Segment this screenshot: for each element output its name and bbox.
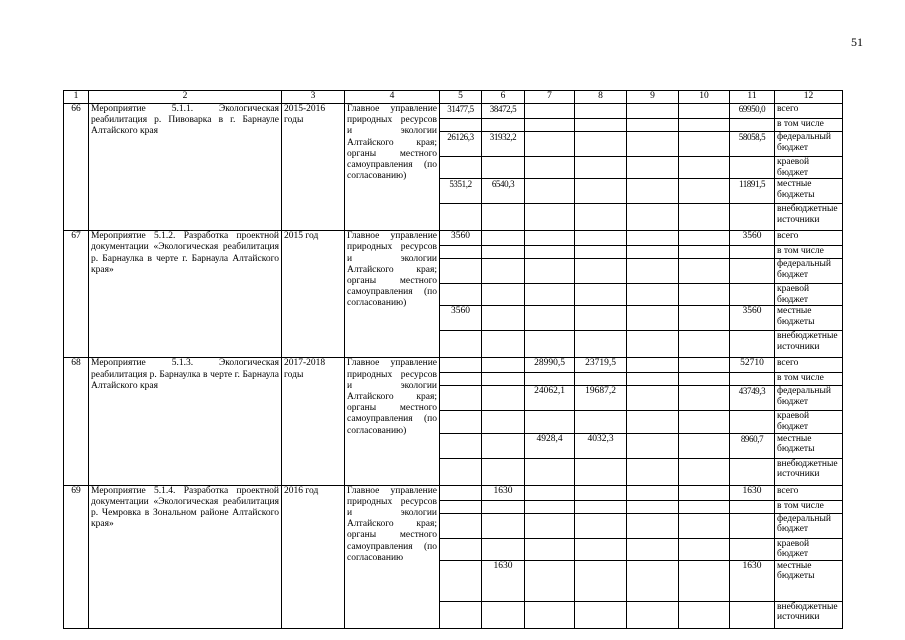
amount-cell [575, 411, 627, 433]
amount-cell [627, 284, 679, 306]
amount-cell [525, 411, 575, 433]
measure-name: Мероприятие 5.1.4. Разработка проектной документации «Экологическая реабилитация р. Чемровка в Зональном районе Алтайского края» [89, 485, 282, 628]
amount-cell: 8960,7 [730, 433, 775, 458]
amount-cell [679, 157, 730, 179]
amount-cell [627, 104, 679, 119]
amount-cell [440, 560, 482, 601]
amount-cell [525, 259, 575, 284]
amount-cell [679, 259, 730, 284]
amount-cell [627, 458, 679, 485]
amount-cell [679, 485, 730, 500]
funding-source: внебюджетные источники [775, 204, 843, 231]
amount-cell [440, 331, 482, 358]
funding-source: местные бюджеты [775, 560, 843, 601]
amount-cell [525, 485, 575, 500]
table-row [64, 231, 843, 246]
amount-cell [627, 513, 679, 538]
amount-cell [525, 179, 575, 204]
amount-cell [440, 485, 482, 500]
amount-cell [440, 157, 482, 179]
funding-source: в том числе [775, 500, 843, 513]
amount-cell [730, 538, 775, 560]
amount-cell: 69950,0 [730, 104, 775, 119]
amount-cell [575, 259, 627, 284]
amount-cell [482, 119, 525, 132]
funding-source: краевой бюджет [775, 284, 843, 306]
amount-cell: 3560 [730, 306, 775, 331]
amount-cell [627, 358, 679, 373]
header-cell: 8 [575, 91, 627, 104]
amount-cell [730, 204, 775, 231]
amount-cell [440, 513, 482, 538]
executor-cell: Главное управление природных ресурсов и экологии Алтайского края; органы местного самоуправления (по согласованию) [345, 358, 440, 485]
amount-cell [575, 231, 627, 246]
funding-source: краевой бюджет [775, 157, 843, 179]
amount-cell: 19687,2 [575, 386, 627, 411]
amount-cell [525, 132, 575, 157]
amount-cell: 26126,3 [440, 132, 482, 157]
header-cell: 3 [282, 91, 345, 104]
amount-cell [627, 157, 679, 179]
amount-cell [525, 231, 575, 246]
amount-cell [679, 386, 730, 411]
amount-cell: 6540,3 [482, 179, 525, 204]
amount-cell [482, 433, 525, 458]
funding-source: местные бюджеты [775, 433, 843, 458]
amount-cell [730, 458, 775, 485]
amount-cell [730, 373, 775, 386]
amount-cell [525, 500, 575, 513]
funding-source: в том числе [775, 373, 843, 386]
period-cell: 2017-2018 годы [282, 358, 345, 485]
amount-cell [575, 601, 627, 628]
amount-cell: 1630 [730, 560, 775, 601]
amount-cell [525, 246, 575, 259]
amount-cell [679, 104, 730, 119]
amount-cell [525, 458, 575, 485]
amount-cell [627, 132, 679, 157]
amount-cell [679, 601, 730, 628]
amount-cell [627, 204, 679, 231]
amount-cell [627, 500, 679, 513]
measure-name: Мероприятие 5.1.1. Экологическая реабилитация р. Пивоварка в г. Барнауле Алтайского края [89, 104, 282, 231]
amount-cell [440, 411, 482, 433]
amount-cell [575, 179, 627, 204]
amount-cell [730, 500, 775, 513]
amount-cell [627, 386, 679, 411]
amount-cell [525, 601, 575, 628]
amount-cell [525, 538, 575, 560]
amount-cell [730, 119, 775, 132]
amount-cell [679, 373, 730, 386]
amount-cell [730, 331, 775, 358]
row-number: 67 [64, 231, 89, 358]
row-number: 66 [64, 104, 89, 231]
amount-cell [482, 157, 525, 179]
amount-cell [575, 246, 627, 259]
amount-cell [627, 601, 679, 628]
amount-cell: 28990,5 [525, 358, 575, 373]
amount-cell [730, 513, 775, 538]
header-cell: 12 [775, 91, 843, 104]
amount-cell [627, 331, 679, 358]
amount-cell [575, 132, 627, 157]
amount-cell [440, 386, 482, 411]
amount-cell: 23719,5 [575, 358, 627, 373]
amount-cell [575, 119, 627, 132]
amount-cell [575, 458, 627, 485]
amount-cell [440, 500, 482, 513]
header-cell: 4 [345, 91, 440, 104]
amount-cell [482, 458, 525, 485]
amount-cell: 11891,5 [730, 179, 775, 204]
amount-cell [679, 458, 730, 485]
amount-cell [440, 538, 482, 560]
amount-cell [575, 485, 627, 500]
period-cell: 2016 год [282, 485, 345, 628]
amount-cell [679, 560, 730, 601]
amount-cell: 1630 [730, 485, 775, 500]
funding-source: федеральный бюджет [775, 386, 843, 411]
amount-cell [679, 284, 730, 306]
executor-cell: Главное управление природных ресурсов и экологии Алтайского края; органы местного самоуправления (по согласованию [345, 485, 440, 628]
amount-cell [627, 433, 679, 458]
amount-cell [482, 204, 525, 231]
amount-cell [730, 601, 775, 628]
amount-cell [482, 358, 525, 373]
amount-cell [679, 231, 730, 246]
amount-cell: 3560 [440, 306, 482, 331]
funding-source: краевой бюджет [775, 411, 843, 433]
amount-cell [440, 433, 482, 458]
amount-cell [440, 458, 482, 485]
executor-cell: Главное управление природных ресурсов и экологии Алтайского края; органы местного самоуправления (по согласованию) [345, 231, 440, 358]
funding-source: местные бюджеты [775, 179, 843, 204]
funding-source: федеральный бюджет [775, 132, 843, 157]
amount-cell [482, 259, 525, 284]
amount-cell [679, 500, 730, 513]
amount-cell: 58058,5 [730, 132, 775, 157]
amount-cell: 5351,2 [440, 179, 482, 204]
amount-cell [730, 259, 775, 284]
amount-cell [575, 284, 627, 306]
amount-cell [679, 306, 730, 331]
amount-cell [730, 411, 775, 433]
amount-cell [627, 306, 679, 331]
amount-cell: 43749,3 [730, 386, 775, 411]
amount-cell [482, 306, 525, 331]
amount-cell [525, 513, 575, 538]
amount-cell [525, 119, 575, 132]
header-cell: 1 [64, 91, 89, 104]
funding-source: федеральный бюджет [775, 259, 843, 284]
amount-cell [440, 358, 482, 373]
amount-cell [627, 259, 679, 284]
header-cell: 10 [679, 91, 730, 104]
funding-source: всего [775, 485, 843, 500]
amount-cell [482, 231, 525, 246]
amount-cell [482, 500, 525, 513]
header-cell: 7 [525, 91, 575, 104]
page-number: 51 [851, 35, 863, 49]
amount-cell [575, 331, 627, 358]
funding-source: в том числе [775, 119, 843, 132]
amount-cell [440, 373, 482, 386]
amount-cell [482, 331, 525, 358]
amount-cell [525, 204, 575, 231]
header-cell: 9 [627, 91, 679, 104]
amount-cell: 52710 [730, 358, 775, 373]
amount-cell [440, 284, 482, 306]
amount-cell [730, 284, 775, 306]
funding-source: внебюджетные источники [775, 601, 843, 628]
amount-cell [440, 259, 482, 284]
funding-source: всего [775, 358, 843, 373]
amount-cell: 24062,1 [525, 386, 575, 411]
funding-source: внебюджетные источники [775, 458, 843, 485]
header-cell: 5 [440, 91, 482, 104]
amount-cell: 4928,4 [525, 433, 575, 458]
amount-cell [575, 104, 627, 119]
header-cell: 11 [730, 91, 775, 104]
amount-cell [482, 411, 525, 433]
amount-cell [575, 500, 627, 513]
executor-cell: Главное управление природных ресурсов и экологии Алтайского края; органы местного самоуправления (по согласованию) [345, 104, 440, 231]
amount-cell [525, 373, 575, 386]
amount-cell [575, 560, 627, 601]
amount-cell [575, 373, 627, 386]
amount-cell [525, 284, 575, 306]
amount-cell [679, 411, 730, 433]
header-cell: 2 [89, 91, 282, 104]
amount-cell: 1630 [482, 560, 525, 601]
amount-cell [440, 204, 482, 231]
header-cell: 6 [482, 91, 525, 104]
table-row [64, 358, 843, 373]
amount-cell [627, 231, 679, 246]
amount-cell [679, 204, 730, 231]
amount-cell [679, 246, 730, 259]
amount-cell [482, 538, 525, 560]
measure-name: Мероприятие 5.1.3. Экологическая реабилитация р. Барнаулка в черте г. Барнаула Алтайского края [89, 358, 282, 485]
amount-cell [627, 179, 679, 204]
amount-cell [627, 373, 679, 386]
amount-cell [440, 601, 482, 628]
amount-cell [627, 246, 679, 259]
amount-cell [482, 601, 525, 628]
amount-cell [627, 560, 679, 601]
amount-cell [440, 119, 482, 132]
amount-cell [627, 411, 679, 433]
amount-cell [679, 513, 730, 538]
amount-cell: 31477,5 [440, 104, 482, 119]
amount-cell: 4032,3 [575, 433, 627, 458]
amount-cell [627, 485, 679, 500]
amount-cell [482, 386, 525, 411]
amount-cell [730, 157, 775, 179]
funding-source: всего [775, 231, 843, 246]
amount-cell: 3560 [440, 231, 482, 246]
amount-cell [730, 246, 775, 259]
amount-cell [679, 179, 730, 204]
amount-cell [575, 204, 627, 231]
funding-source: внебюджетные источники [775, 331, 843, 358]
period-cell: 2015-2016 годы [282, 104, 345, 231]
amount-cell [679, 119, 730, 132]
amount-cell [575, 538, 627, 560]
amount-cell [679, 358, 730, 373]
amount-cell [679, 331, 730, 358]
period-cell: 2015 год [282, 231, 345, 358]
amount-cell [525, 104, 575, 119]
amount-cell [525, 560, 575, 601]
amount-cell [440, 246, 482, 259]
funding-source: федеральный бюджет [775, 513, 843, 538]
amount-cell [525, 306, 575, 331]
amount-cell [575, 513, 627, 538]
amount-cell [482, 513, 525, 538]
amount-cell: 3560 [730, 231, 775, 246]
row-number: 69 [64, 485, 89, 628]
budget-table [63, 90, 843, 629]
amount-cell [525, 331, 575, 358]
amount-cell: 1630 [482, 485, 525, 500]
funding-source: в том числе [775, 246, 843, 259]
funding-source: всего [775, 104, 843, 119]
amount-cell [575, 306, 627, 331]
row-number: 68 [64, 358, 89, 485]
amount-cell [482, 284, 525, 306]
table-row [64, 485, 843, 500]
header-row [64, 91, 843, 104]
amount-cell: 38472,5 [482, 104, 525, 119]
measure-name: Мероприятие 5.1.2. Разработка проектной документации «Экологическая реабилитация р. Барнаулка в черте г. Барнаула Алтайского края» [89, 231, 282, 358]
amount-cell [482, 246, 525, 259]
amount-cell [627, 119, 679, 132]
funding-source: краевой бюджет [775, 538, 843, 560]
amount-cell [575, 157, 627, 179]
amount-cell [627, 538, 679, 560]
amount-cell: 31932,2 [482, 132, 525, 157]
amount-cell [679, 538, 730, 560]
table-row [64, 104, 843, 119]
amount-cell [679, 433, 730, 458]
amount-cell [482, 373, 525, 386]
amount-cell [679, 132, 730, 157]
funding-source: местные бюджеты [775, 306, 843, 331]
amount-cell [525, 157, 575, 179]
